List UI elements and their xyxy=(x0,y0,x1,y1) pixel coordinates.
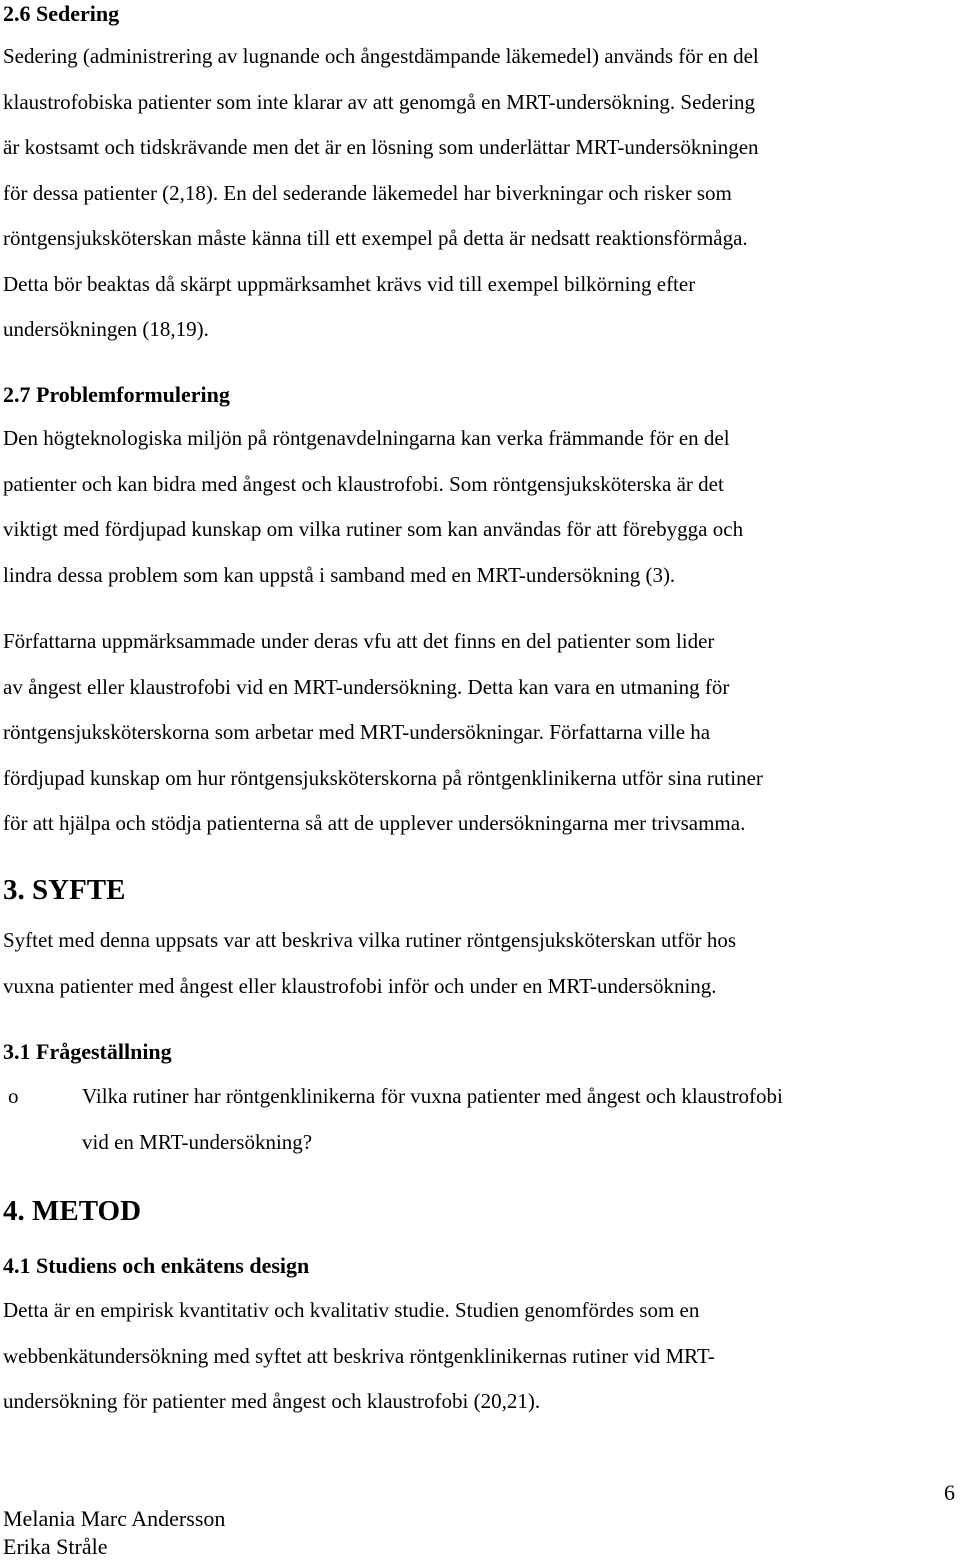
text-line: Detta är en empirisk kvantitativ och kvalitativ studie. Studien genomfördes som en xyxy=(3,1298,700,1322)
text-line: klaustrofobiska patienter som inte klarar av att genomgå en MRT-undersökning. Sedering xyxy=(3,89,756,114)
text-line: fördjupad kunskap om hur röntgensjuksköterskorna på röntgenklinikerna utför sina rutiner xyxy=(3,765,763,790)
page-number: 6 xyxy=(944,1480,955,1505)
text-line: vuxna patienter med ångest eller klaustrofobi inför och under en MRT-undersökning. xyxy=(3,973,717,998)
paragraph-design xyxy=(3,1288,955,1425)
text-line: lindra dessa problem som kan uppstå i samband med en MRT-undersökning (3). xyxy=(3,562,676,587)
text-line: av ångest eller klaustrofobi vid en MRT-undersökning. Detta kan vara en utmaning för xyxy=(3,674,730,699)
heading-2-6: 2.6 Sedering xyxy=(3,1,120,26)
text-line: undersökning för patienter med ångest och klaustrofobi (20,21). xyxy=(3,1389,541,1413)
heading-3-1: 3.1 Frågeställning xyxy=(3,1039,172,1064)
heading-3-syfte: 3. SYFTE xyxy=(3,874,126,906)
text-line: Sedering (administrering av lugnande och ångestdämpande läkemedel) används för en del xyxy=(3,44,759,68)
text-line: Detta bör beaktas då skärpt uppmärksamhet krävs vid till exempel bilkörning efter xyxy=(3,271,696,296)
paragraph-sedering xyxy=(3,34,955,353)
text-line: röntgensjuksköterskorna som arbetar med MRT-undersökningar. Författarna ville ha xyxy=(3,720,711,744)
footer-author-1: Melania Marc Andersson xyxy=(3,1506,226,1531)
text-line: röntgensjuksköterskan måste känna till ett exempel på detta är nedsatt reaktionsförmåga. xyxy=(3,226,748,250)
text-line: är kostsamt och tidskrävande men det är en lösning som underlättar MRT-undersökningen xyxy=(3,135,759,159)
text-line: vid en MRT-undersökning? xyxy=(82,1129,313,1154)
paragraph-syfte xyxy=(3,918,955,1009)
text-line: för dessa patienter (2,18). En del sederande läkemedel har biverkningar och risker som xyxy=(3,180,732,205)
bullet-text xyxy=(82,1074,783,1165)
heading-2-7: 2.7 Problemformulering xyxy=(3,382,230,407)
text-line: webbenkätundersökning med syftet att beskriva röntgenklinikernas rutiner vid MRT- xyxy=(3,1343,715,1368)
text-line: viktigt med fördjupad kunskap om vilka rutiner som kan användas för att förebygga och xyxy=(3,517,744,541)
paragraph-problemformulering-1 xyxy=(3,416,955,598)
text-line: undersökningen (18,19). xyxy=(3,317,209,341)
text-line: patienter och kan bidra med ångest och klaustrofobi. Som röntgensjuksköterska är det xyxy=(3,471,724,496)
footer-author-2: Erika Stråle xyxy=(3,1534,108,1559)
text-line: Författarna uppmärksammade under deras vfu att det finns en del patienter som lider xyxy=(3,629,715,653)
bullet-marker: o xyxy=(8,1084,19,1108)
text-line: Den högteknologiska miljön på röntgenavdelningarna kan verka främmande för en del xyxy=(3,426,730,450)
heading-4-1: 4.1 Studiens och enkätens design xyxy=(3,1253,310,1278)
text-line: Syftet med denna uppsats var att beskriva vilka rutiner röntgensjuksköterskan utför hos xyxy=(3,928,737,952)
paragraph-problemformulering-2 xyxy=(3,619,955,847)
heading-4-metod: 4. METOD xyxy=(3,1195,142,1227)
text-line: för att hjälpa och stödja patienterna så att de upplever undersökningarna mer trivsamma. xyxy=(3,811,746,835)
text-line: Vilka rutiner har röntgenklinikerna för vuxna patienter med ångest och klaustrofobi xyxy=(82,1084,783,1108)
